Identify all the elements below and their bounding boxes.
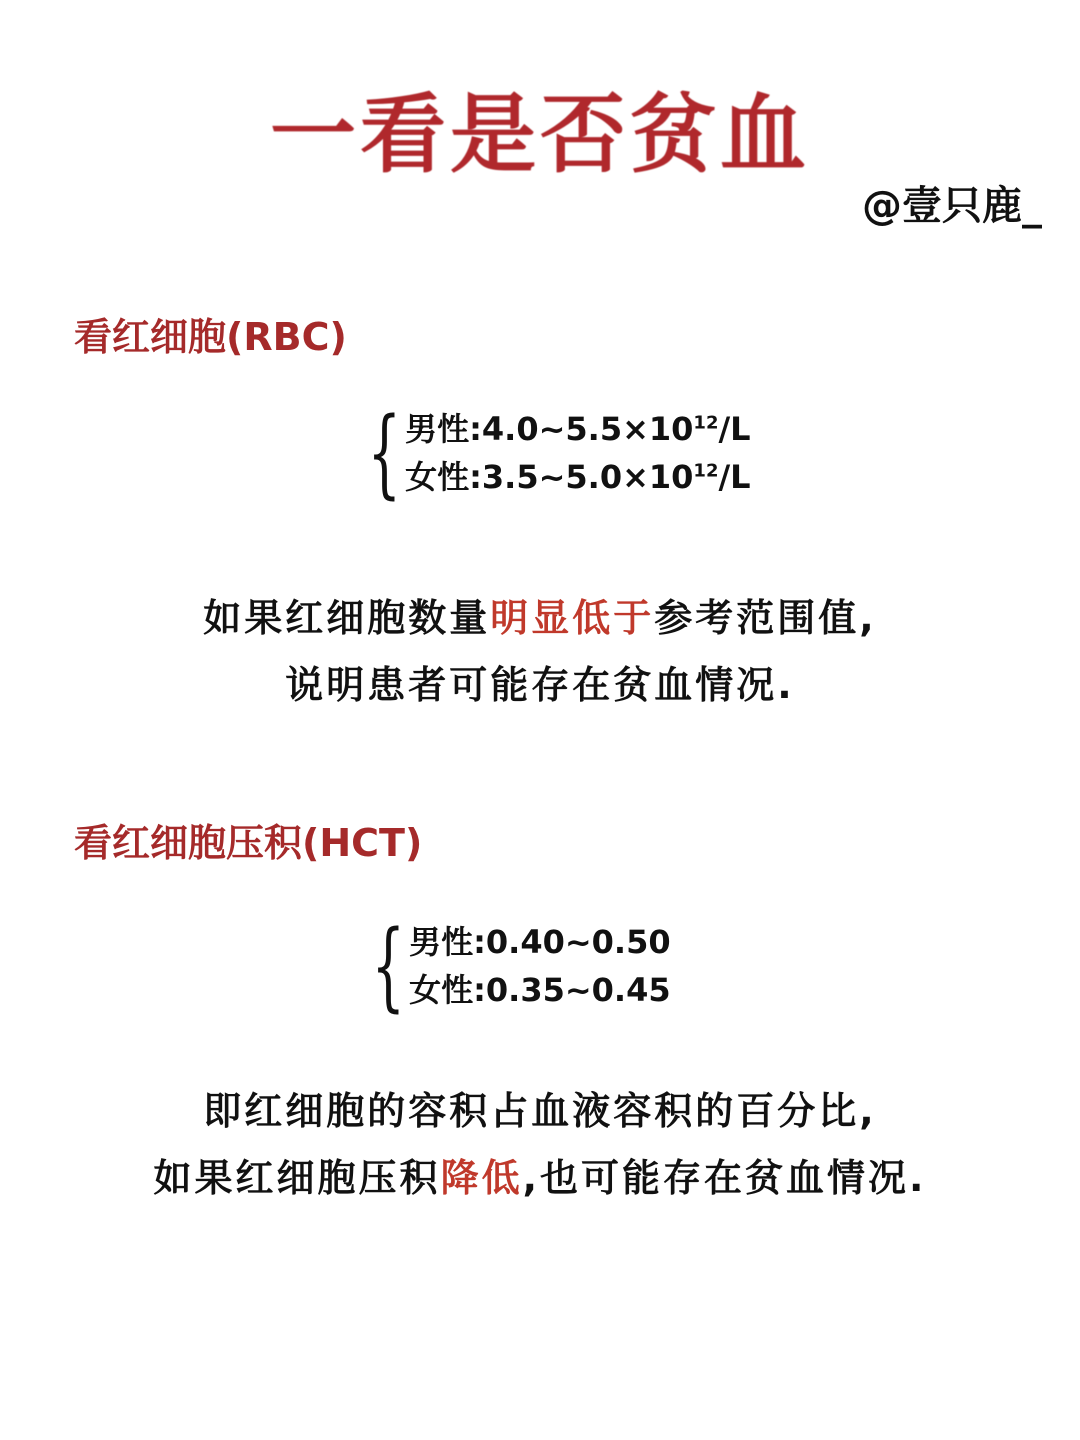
rbc-female-label: 女性: (405, 458, 482, 496)
text-segment: 如果红细胞数量 (203, 596, 491, 640)
hct-male-label: 男性: (409, 923, 486, 961)
text-segment: 如果红细胞压积 (153, 1155, 441, 1200)
hct-explanation-line-1: 即红细胞的容积占血液容积的百分比, (203, 1089, 877, 1133)
highlight-text: 降低 (440, 1155, 523, 1200)
text-segment: 参考范围值, (654, 596, 877, 640)
rbc-female-unit: /L (718, 458, 751, 496)
hct-male-range (409, 918, 671, 966)
hct-explanation-line-2 (0, 1145, 1080, 1212)
rbc-female-exponent: 12 (693, 460, 719, 482)
rbc-male-range (405, 405, 750, 453)
rbc-explanation-line-2: 说明患者可能存在贫血情况. (285, 662, 795, 707)
author-handle: @壹只鹿_ (862, 183, 1042, 229)
rbc-male-value: 4.0~5.5×10 (481, 410, 694, 448)
brace-icon: { (371, 910, 406, 1022)
section-heading-rbc: 看红细胞(RBC) (74, 315, 347, 359)
hct-reference-ranges (344, 910, 671, 1022)
hct-female-range (409, 966, 671, 1014)
rbc-explanation-line-1 (0, 585, 1080, 652)
rbc-male-label: 男性: (405, 410, 482, 448)
brace-icon: { (367, 397, 402, 509)
highlight-text: 明显低于 (490, 596, 655, 640)
hct-explanation (0, 1078, 1080, 1211)
text-segment: ,也可能存在贫血情况. (522, 1155, 927, 1200)
rbc-female-value: 3.5~5.0×10 (481, 458, 694, 496)
rbc-explanation (0, 585, 1080, 718)
page-title: 一看是否贫血 (270, 85, 810, 185)
rbc-reference-ranges (340, 397, 751, 509)
rbc-male-exponent: 12 (693, 412, 719, 434)
section-heading-hct: 看红细胞压积(HCT) (74, 821, 423, 865)
rbc-male-unit: /L (718, 410, 751, 448)
rbc-female-range (405, 453, 750, 501)
hct-female-label: 女性: (409, 971, 486, 1009)
hct-female-value: 0.35~0.45 (485, 971, 671, 1009)
hct-male-value: 0.40~0.50 (485, 923, 671, 961)
